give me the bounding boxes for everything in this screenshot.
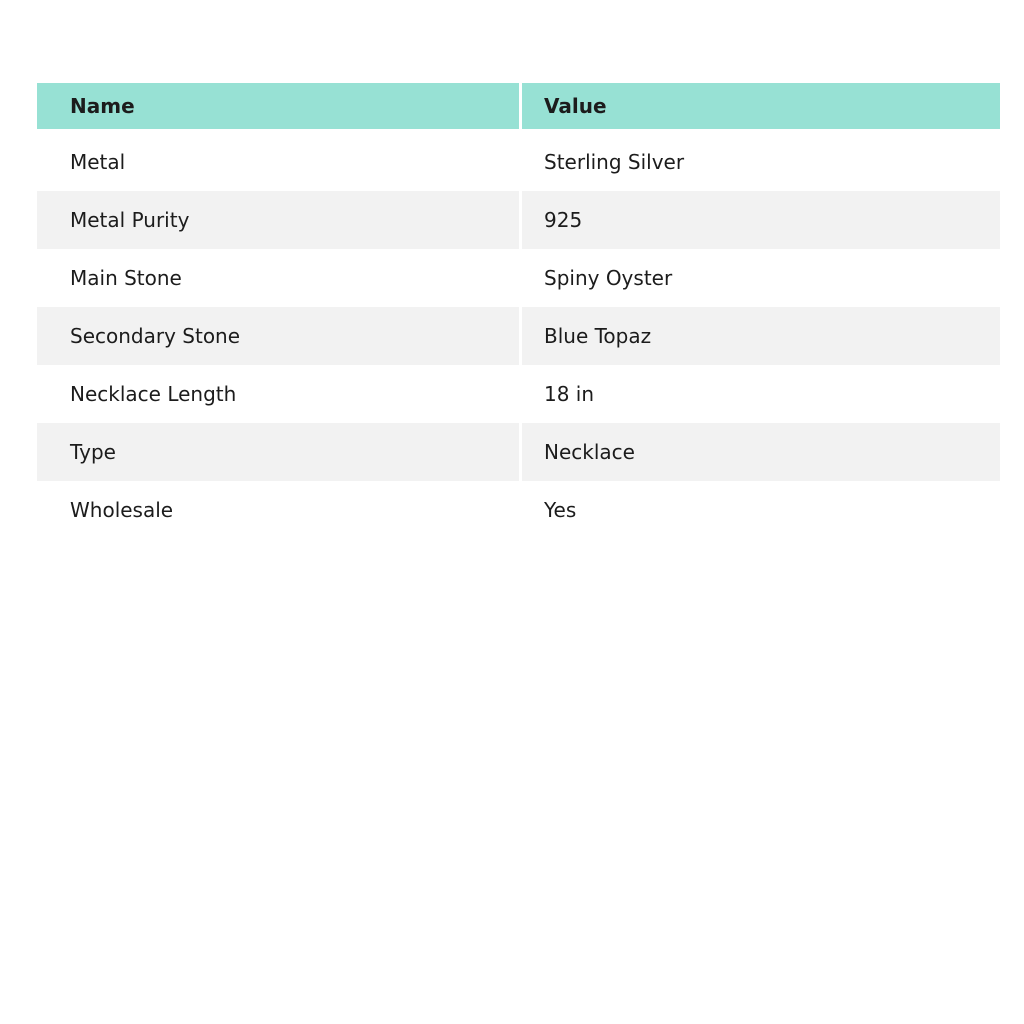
- table-row: [37, 133, 1000, 191]
- column-header-value: Value: [522, 83, 1000, 133]
- attribute-name-cell: Necklace Length: [37, 365, 522, 423]
- header-row: [37, 83, 1000, 133]
- attribute-name-cell: Metal Purity: [37, 191, 522, 249]
- table-row: [37, 365, 1000, 423]
- table-row: [37, 249, 1000, 307]
- attribute-value-cell: Blue Topaz: [522, 307, 1000, 365]
- attribute-name-cell: Main Stone: [37, 249, 522, 307]
- table-row: [37, 423, 1000, 481]
- table-row: [37, 191, 1000, 249]
- attribute-value-cell: 925: [522, 191, 1000, 249]
- attribute-name-cell: Type: [37, 423, 522, 481]
- table-row: [37, 307, 1000, 365]
- attribute-value-cell: Sterling Silver: [522, 133, 1000, 191]
- attribute-name-cell: Metal: [37, 133, 522, 191]
- attribute-value-cell: Necklace: [522, 423, 1000, 481]
- attribute-name-cell: Wholesale: [37, 481, 522, 539]
- table-body: [37, 133, 1000, 539]
- product-attributes-panel: [37, 83, 1000, 539]
- table-header: [37, 83, 1000, 133]
- product-attributes-table: [37, 83, 1000, 539]
- attribute-name-cell: Secondary Stone: [37, 307, 522, 365]
- column-header-name: Name: [37, 83, 522, 133]
- attribute-value-cell: 18 in: [522, 365, 1000, 423]
- table-row: [37, 481, 1000, 539]
- attribute-value-cell: Spiny Oyster: [522, 249, 1000, 307]
- attribute-value-cell: Yes: [522, 481, 1000, 539]
